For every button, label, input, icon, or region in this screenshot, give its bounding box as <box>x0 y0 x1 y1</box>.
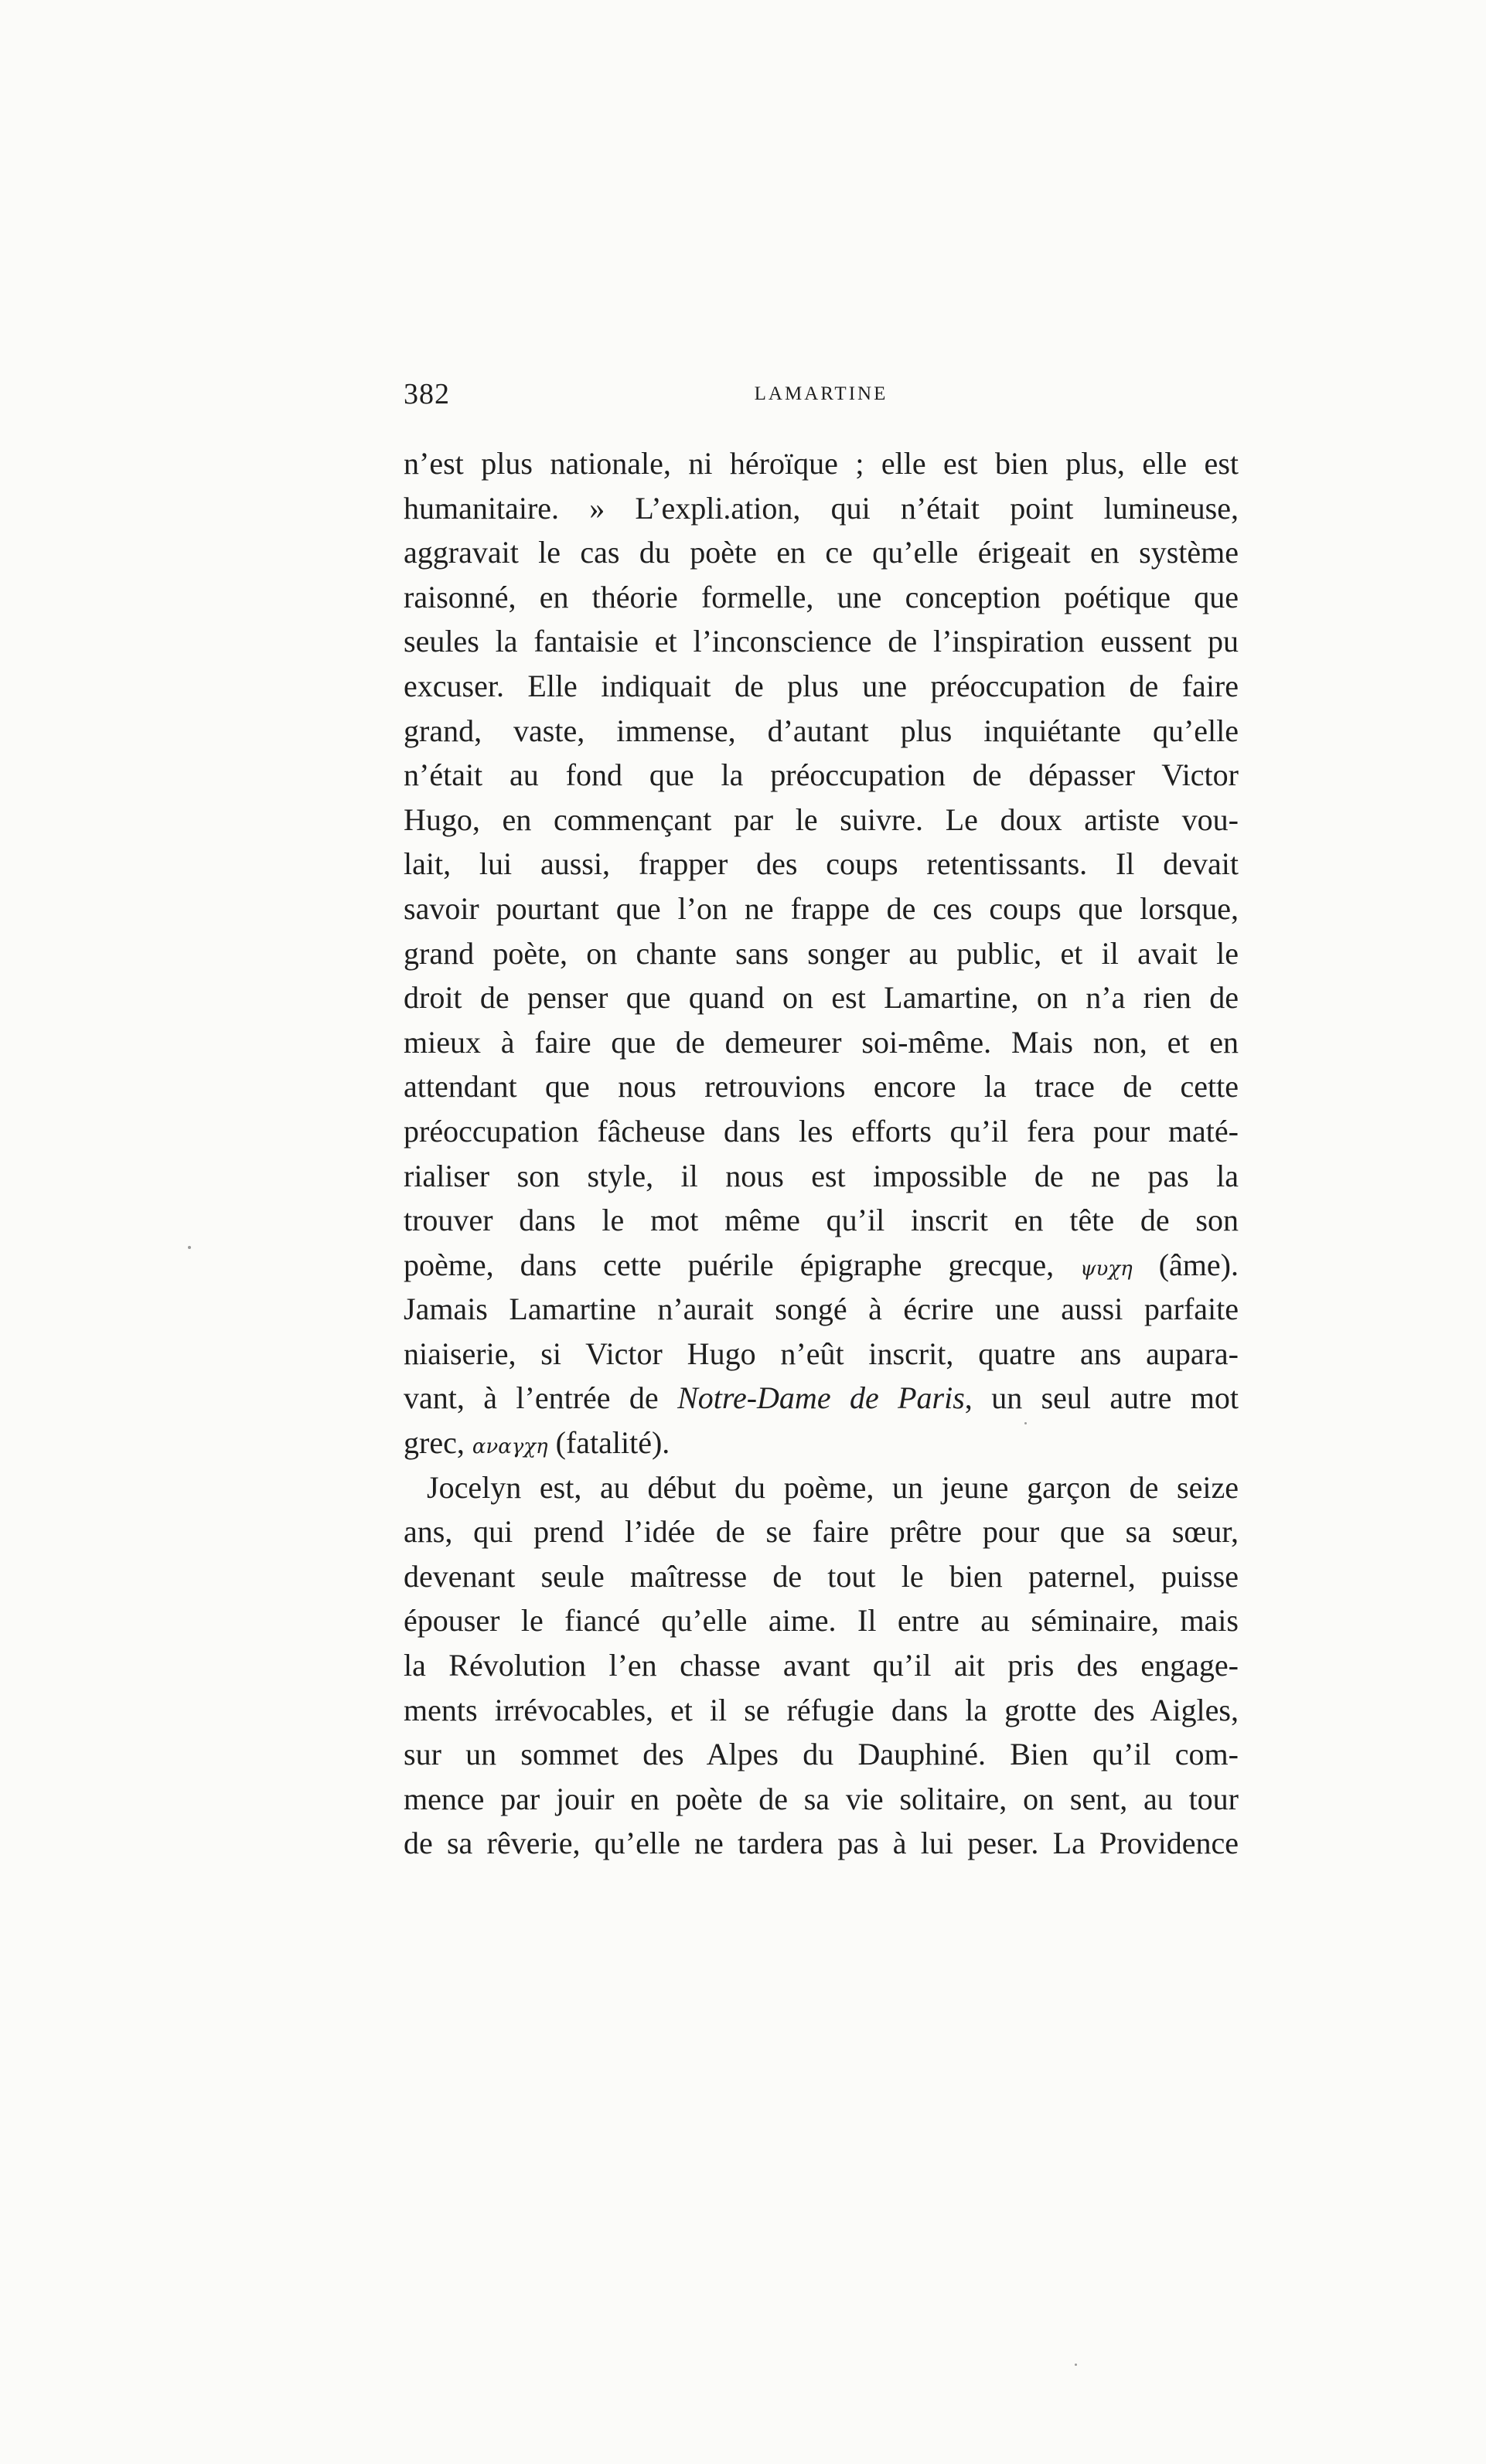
text-line: sur un sommet des Alpes du Dauphiné. Bien qu’il com- <box>404 1737 1239 1772</box>
text-line: Jocelyn est, au début du poème, un jeune garçon de seize <box>427 1469 1239 1505</box>
text-line: trouver dans le mot même qu’il inscrit en tête de son <box>404 1203 1239 1238</box>
text-run: (fatalité). <box>547 1425 670 1461</box>
paper-speck <box>188 1246 191 1249</box>
text-line: seules la fantaisie et l’inconscience de l’inspiration eussent pu <box>404 624 1239 659</box>
text-line: Hugo, en commençant par le suivre. Le doux artiste vou- <box>404 801 1239 837</box>
text-line: niaiserie, si Victor Hugo n’eût inscrit, quatre ans aupara- <box>404 1336 1239 1371</box>
text-line: savoir pourtant que l’on ne frappe de ces coups que lorsque, <box>404 890 1239 926</box>
text-line <box>404 1421 1239 1465</box>
text-line: mence par jouir en poète de sa vie solitaire, on sent, au tour <box>404 1781 1239 1816</box>
paragraph-1 <box>404 441 1239 1465</box>
running-title: LAMARTINE <box>754 383 888 404</box>
text-line: humanitaire. » L’expli.ation, qui n’était point lumineuse, <box>404 490 1239 526</box>
greek-word: αναγχη <box>472 1435 548 1459</box>
text-run: grec, <box>404 1425 472 1461</box>
text-line: droit de penser que quand on est Lamartine, on n’a rien de <box>404 980 1239 1016</box>
text-line <box>404 1376 1239 1421</box>
text-line: ments irrévocables, et il se réfugie dans la grotte des Aigles, <box>404 1692 1239 1727</box>
text-line: n’était au fond que la préoccupation de dépasser Victor <box>404 757 1239 793</box>
paper-speck <box>1024 1422 1027 1424</box>
text-line: grand, vaste, immense, d’autant plus inquiétante qu’elle <box>404 713 1239 748</box>
text-line: la Révolution l’en chasse avant qu’il ait pris des engage- <box>404 1648 1239 1683</box>
paragraph-2 <box>404 1465 1239 1866</box>
body-text <box>404 441 1239 1866</box>
text-run: vant, à l’entrée de <box>404 1380 678 1416</box>
text-line: de sa rêverie, qu’elle ne tardera pas à lui peser. La Providence <box>404 1826 1239 1861</box>
text-line <box>404 1243 1239 1288</box>
text-line: ans, qui prend l’idée de se faire prêtre pour que sa sœur, <box>404 1514 1239 1550</box>
text-line: lait, lui aussi, frapper des coups retentissants. Il devait <box>404 846 1239 882</box>
text-run: poème, dans cette puérile épigraphe grecque, <box>404 1247 1081 1282</box>
book-title-italic: Notre-Dame de Paris <box>677 1380 965 1416</box>
paper-speck <box>1075 2364 1077 2366</box>
text-line: n’est plus nationale, ni héroïque ; elle est bien plus, elle est <box>404 446 1239 481</box>
text-run: (âme). <box>1132 1247 1239 1282</box>
text-line: mieux à faire que de demeurer soi-même. Mais non, et en <box>404 1024 1239 1060</box>
greek-word: ψυχη <box>1080 1257 1133 1281</box>
text-line: excuser. Elle indiquait de plus une préoccupation de faire <box>404 668 1239 703</box>
text-line: raisonné, en théorie formelle, une conception poétique que <box>404 579 1239 614</box>
text-line: attendant que nous retrouvions encore la trace de cette <box>404 1069 1239 1104</box>
text-line: grand poète, on chante sans songer au public, et il avait le <box>404 935 1239 971</box>
text-line: épouser le fiancé qu’elle aime. Il entre au séminaire, mais <box>404 1603 1239 1639</box>
text-line: Jamais Lamartine n’aurait songé à écrire une aussi parfaite <box>404 1292 1239 1327</box>
text-line: préoccupation fâcheuse dans les efforts qu’il fera pour maté- <box>404 1113 1239 1149</box>
page-number: 382 <box>404 378 450 410</box>
text-run: , un seul autre mot <box>964 1380 1239 1416</box>
running-head <box>404 377 1239 424</box>
text-line: devenant seule maîtresse de tout le bien paternel, puisse <box>404 1558 1239 1594</box>
text-line: aggravait le cas du poète en ce qu’elle érigeait en système <box>404 535 1239 570</box>
text-line: rialiser son style, il nous est impossible de ne pas la <box>404 1158 1239 1193</box>
